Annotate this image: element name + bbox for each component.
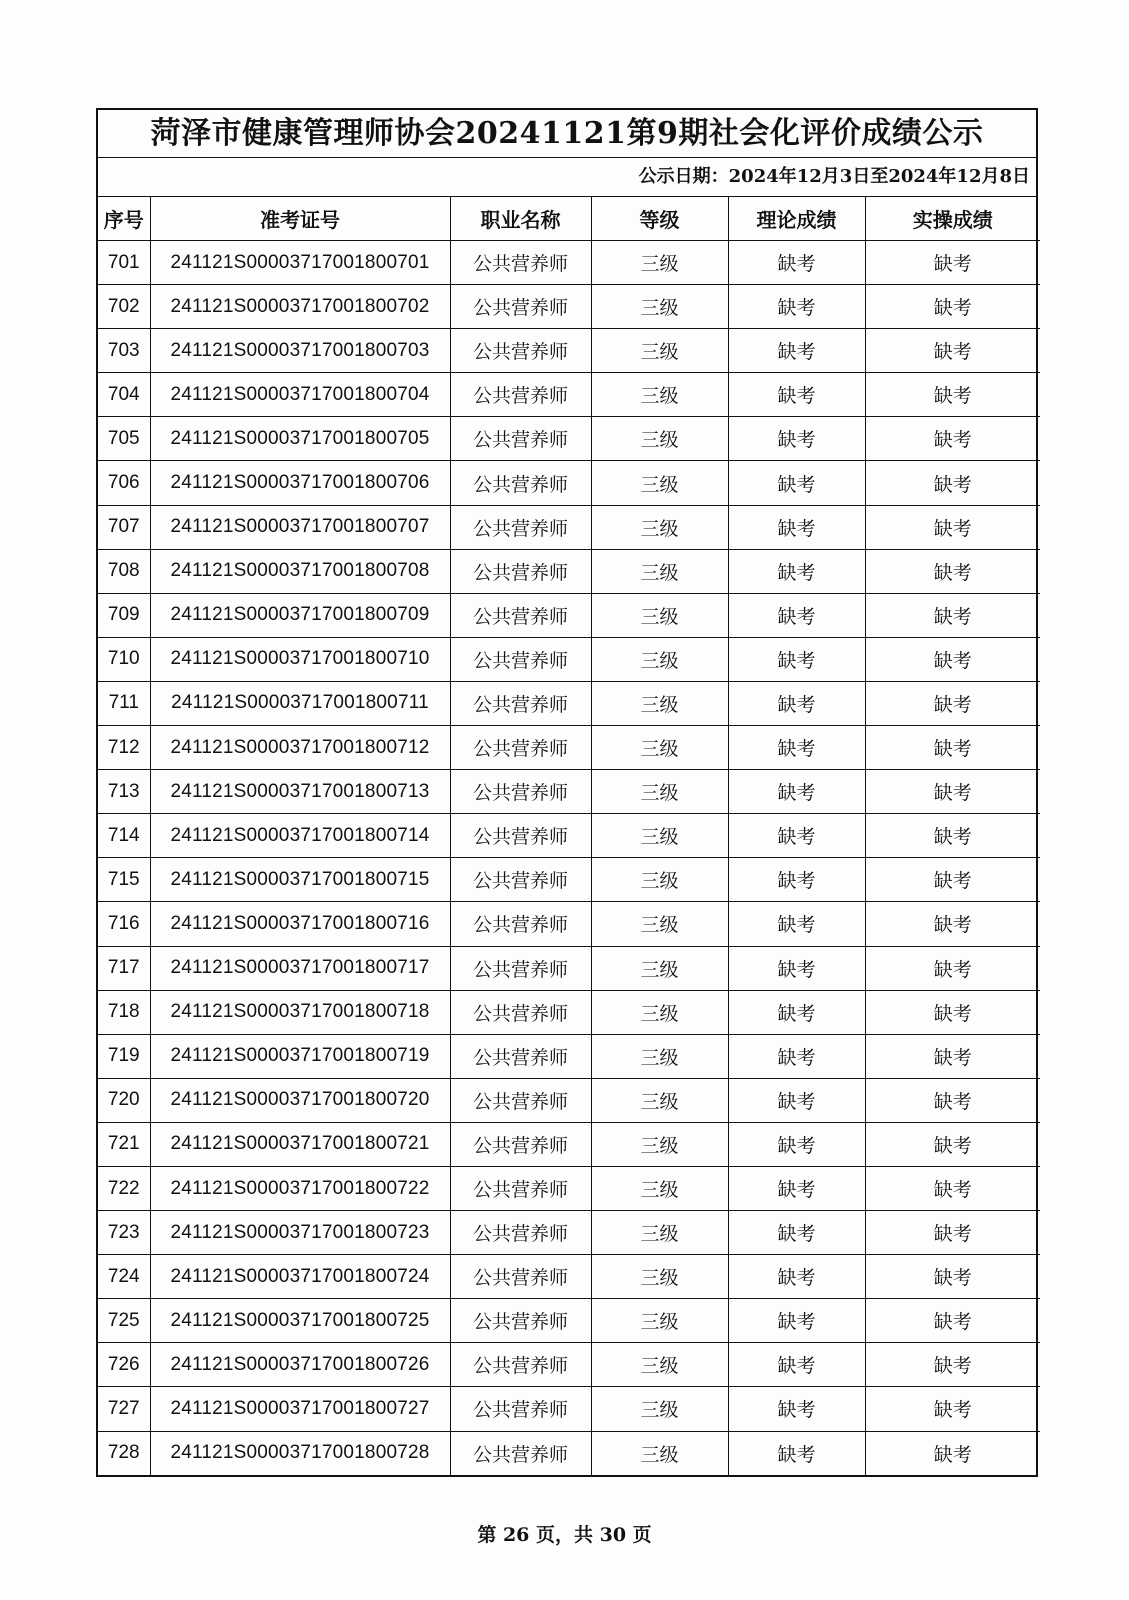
cell-exam-id: 241121S00003717001800728	[150, 1431, 450, 1475]
cell-practical-score: 缺考	[865, 814, 1040, 858]
header-theory-score: 理论成绩	[728, 197, 865, 241]
cell-theory-score: 缺考	[728, 1343, 865, 1387]
header-practical-score: 实操成绩	[865, 197, 1040, 241]
cell-level: 三级	[591, 329, 728, 373]
cell-seq: 717	[98, 946, 150, 990]
cell-exam-id: 241121S00003717001800713	[150, 770, 450, 814]
cell-seq: 727	[98, 1387, 150, 1431]
cell-occupation: 公共营养师	[450, 1211, 591, 1255]
cell-seq: 703	[98, 329, 150, 373]
cell-level: 三级	[591, 241, 728, 285]
cell-occupation: 公共营养师	[450, 1166, 591, 1210]
score-table	[98, 197, 1040, 1475]
cell-occupation: 公共营养师	[450, 505, 591, 549]
header-level: 等级	[591, 197, 728, 241]
table-row	[98, 1122, 1040, 1166]
cell-exam-id: 241121S00003717001800725	[150, 1299, 450, 1343]
cell-theory-score: 缺考	[728, 461, 865, 505]
cell-theory-score: 缺考	[728, 990, 865, 1034]
cell-occupation: 公共营养师	[450, 1255, 591, 1299]
cell-practical-score: 缺考	[865, 505, 1040, 549]
document-title: 菏泽市健康管理师协会20241121第9期社会化评价成绩公示	[98, 110, 1036, 158]
cell-level: 三级	[591, 417, 728, 461]
cell-level: 三级	[591, 726, 728, 770]
cell-exam-id: 241121S00003717001800717	[150, 946, 450, 990]
cell-exam-id: 241121S00003717001800715	[150, 858, 450, 902]
cell-occupation: 公共营养师	[450, 1122, 591, 1166]
cell-practical-score: 缺考	[865, 681, 1040, 725]
cell-theory-score: 缺考	[728, 637, 865, 681]
cell-occupation: 公共营养师	[450, 461, 591, 505]
header-exam-id: 准考证号	[150, 197, 450, 241]
cell-seq: 701	[98, 241, 150, 285]
cell-seq: 718	[98, 990, 150, 1034]
cell-level: 三级	[591, 1387, 728, 1431]
cell-level: 三级	[591, 814, 728, 858]
cell-theory-score: 缺考	[728, 373, 865, 417]
cell-occupation: 公共营养师	[450, 1387, 591, 1431]
cell-theory-score: 缺考	[728, 1387, 865, 1431]
cell-practical-score: 缺考	[865, 461, 1040, 505]
cell-occupation: 公共营养师	[450, 1299, 591, 1343]
cell-practical-score: 缺考	[865, 549, 1040, 593]
cell-theory-score: 缺考	[728, 329, 865, 373]
table-row	[98, 1034, 1040, 1078]
cell-occupation: 公共营养师	[450, 241, 591, 285]
cell-occupation: 公共营养师	[450, 946, 591, 990]
cell-level: 三级	[591, 1343, 728, 1387]
cell-theory-score: 缺考	[728, 946, 865, 990]
cell-seq: 710	[98, 637, 150, 681]
table-row	[98, 329, 1040, 373]
cell-level: 三级	[591, 285, 728, 329]
cell-exam-id: 241121S00003717001800707	[150, 505, 450, 549]
table-row	[98, 990, 1040, 1034]
table-row	[98, 549, 1040, 593]
cell-exam-id: 241121S00003717001800724	[150, 1255, 450, 1299]
table-row	[98, 1078, 1040, 1122]
cell-practical-score: 缺考	[865, 285, 1040, 329]
cell-theory-score: 缺考	[728, 681, 865, 725]
cell-level: 三级	[591, 770, 728, 814]
cell-occupation: 公共营养师	[450, 726, 591, 770]
cell-seq: 726	[98, 1343, 150, 1387]
cell-practical-score: 缺考	[865, 329, 1040, 373]
cell-seq: 728	[98, 1431, 150, 1475]
cell-exam-id: 241121S00003717001800706	[150, 461, 450, 505]
cell-occupation: 公共营养师	[450, 1078, 591, 1122]
table-row	[98, 505, 1040, 549]
cell-practical-score: 缺考	[865, 1299, 1040, 1343]
cell-practical-score: 缺考	[865, 1387, 1040, 1431]
cell-practical-score: 缺考	[865, 1255, 1040, 1299]
table-row	[98, 637, 1040, 681]
cell-exam-id: 241121S00003717001800710	[150, 637, 450, 681]
table-header-row	[98, 197, 1040, 241]
cell-theory-score: 缺考	[728, 1034, 865, 1078]
cell-level: 三级	[591, 461, 728, 505]
page-footer: 第 26 页，共 30 页	[477, 1524, 652, 1546]
cell-occupation: 公共营养师	[450, 858, 591, 902]
cell-occupation: 公共营养师	[450, 1431, 591, 1475]
cell-seq: 708	[98, 549, 150, 593]
cell-occupation: 公共营养师	[450, 637, 591, 681]
cell-exam-id: 241121S00003717001800712	[150, 726, 450, 770]
cell-seq: 720	[98, 1078, 150, 1122]
cell-theory-score: 缺考	[728, 858, 865, 902]
cell-occupation: 公共营养师	[450, 549, 591, 593]
table-row	[98, 373, 1040, 417]
table-row	[98, 858, 1040, 902]
publication-date: 公示日期：2024年12月3日至2024年12月8日	[98, 158, 1036, 197]
cell-exam-id: 241121S00003717001800711	[150, 681, 450, 725]
header-occupation: 职业名称	[450, 197, 591, 241]
cell-occupation: 公共营养师	[450, 1034, 591, 1078]
table-row	[98, 593, 1040, 637]
table-row	[98, 1166, 1040, 1210]
table-row	[98, 814, 1040, 858]
table-row	[98, 285, 1040, 329]
cell-theory-score: 缺考	[728, 241, 865, 285]
cell-occupation: 公共营养师	[450, 373, 591, 417]
cell-seq: 722	[98, 1166, 150, 1210]
table-row	[98, 902, 1040, 946]
score-sheet	[96, 108, 1038, 1477]
table-row	[98, 770, 1040, 814]
cell-level: 三级	[591, 1078, 728, 1122]
cell-occupation: 公共营养师	[450, 770, 591, 814]
cell-seq: 721	[98, 1122, 150, 1166]
cell-seq: 724	[98, 1255, 150, 1299]
cell-practical-score: 缺考	[865, 593, 1040, 637]
cell-level: 三级	[591, 505, 728, 549]
cell-exam-id: 241121S00003717001800722	[150, 1166, 450, 1210]
cell-practical-score: 缺考	[865, 1034, 1040, 1078]
cell-practical-score: 缺考	[865, 373, 1040, 417]
cell-exam-id: 241121S00003717001800726	[150, 1343, 450, 1387]
cell-practical-score: 缺考	[865, 770, 1040, 814]
cell-seq: 706	[98, 461, 150, 505]
cell-occupation: 公共营养师	[450, 814, 591, 858]
table-row	[98, 1255, 1040, 1299]
cell-seq: 723	[98, 1211, 150, 1255]
cell-seq: 715	[98, 858, 150, 902]
cell-seq: 705	[98, 417, 150, 461]
cell-level: 三级	[591, 1211, 728, 1255]
cell-exam-id: 241121S00003717001800702	[150, 285, 450, 329]
cell-occupation: 公共营养师	[450, 902, 591, 946]
cell-exam-id: 241121S00003717001800704	[150, 373, 450, 417]
cell-level: 三级	[591, 549, 728, 593]
cell-practical-score: 缺考	[865, 1166, 1040, 1210]
cell-occupation: 公共营养师	[450, 1343, 591, 1387]
cell-seq: 711	[98, 681, 150, 725]
cell-level: 三级	[591, 1166, 728, 1210]
cell-practical-score: 缺考	[865, 990, 1040, 1034]
cell-practical-score: 缺考	[865, 637, 1040, 681]
cell-exam-id: 241121S00003717001800701	[150, 241, 450, 285]
cell-exam-id: 241121S00003717001800714	[150, 814, 450, 858]
cell-exam-id: 241121S00003717001800705	[150, 417, 450, 461]
cell-practical-score: 缺考	[865, 241, 1040, 285]
table-row	[98, 1431, 1040, 1475]
table-row	[98, 1211, 1040, 1255]
table-row	[98, 681, 1040, 725]
table-row	[98, 417, 1040, 461]
cell-seq: 712	[98, 726, 150, 770]
cell-practical-score: 缺考	[865, 417, 1040, 461]
cell-practical-score: 缺考	[865, 1431, 1040, 1475]
cell-occupation: 公共营养师	[450, 990, 591, 1034]
cell-practical-score: 缺考	[865, 858, 1040, 902]
table-row	[98, 461, 1040, 505]
cell-seq: 707	[98, 505, 150, 549]
cell-exam-id: 241121S00003717001800719	[150, 1034, 450, 1078]
cell-practical-score: 缺考	[865, 1343, 1040, 1387]
cell-level: 三级	[591, 990, 728, 1034]
cell-theory-score: 缺考	[728, 770, 865, 814]
cell-exam-id: 241121S00003717001800703	[150, 329, 450, 373]
cell-theory-score: 缺考	[728, 1431, 865, 1475]
cell-level: 三级	[591, 681, 728, 725]
cell-level: 三级	[591, 1034, 728, 1078]
cell-theory-score: 缺考	[728, 902, 865, 946]
cell-theory-score: 缺考	[728, 1078, 865, 1122]
cell-exam-id: 241121S00003717001800716	[150, 902, 450, 946]
cell-occupation: 公共营养师	[450, 329, 591, 373]
cell-occupation: 公共营养师	[450, 681, 591, 725]
cell-theory-score: 缺考	[728, 549, 865, 593]
table-row	[98, 726, 1040, 770]
cell-level: 三级	[591, 1431, 728, 1475]
cell-theory-score: 缺考	[728, 1255, 865, 1299]
table-row	[98, 241, 1040, 285]
cell-level: 三级	[591, 1122, 728, 1166]
cell-level: 三级	[591, 946, 728, 990]
cell-exam-id: 241121S00003717001800721	[150, 1122, 450, 1166]
table-body	[98, 241, 1040, 1475]
cell-level: 三级	[591, 902, 728, 946]
header-seq: 序号	[98, 197, 150, 241]
cell-theory-score: 缺考	[728, 726, 865, 770]
table-row	[98, 946, 1040, 990]
cell-exam-id: 241121S00003717001800720	[150, 1078, 450, 1122]
cell-practical-score: 缺考	[865, 902, 1040, 946]
cell-exam-id: 241121S00003717001800709	[150, 593, 450, 637]
cell-practical-score: 缺考	[865, 1211, 1040, 1255]
cell-exam-id: 241121S00003717001800718	[150, 990, 450, 1034]
cell-level: 三级	[591, 1299, 728, 1343]
cell-theory-score: 缺考	[728, 285, 865, 329]
cell-occupation: 公共营养师	[450, 417, 591, 461]
cell-exam-id: 241121S00003717001800708	[150, 549, 450, 593]
cell-level: 三级	[591, 593, 728, 637]
cell-theory-score: 缺考	[728, 1122, 865, 1166]
table-row	[98, 1299, 1040, 1343]
table-row	[98, 1387, 1040, 1431]
cell-seq: 714	[98, 814, 150, 858]
cell-seq: 702	[98, 285, 150, 329]
cell-seq: 719	[98, 1034, 150, 1078]
cell-practical-score: 缺考	[865, 946, 1040, 990]
cell-theory-score: 缺考	[728, 505, 865, 549]
cell-level: 三级	[591, 373, 728, 417]
cell-practical-score: 缺考	[865, 1078, 1040, 1122]
cell-theory-score: 缺考	[728, 1166, 865, 1210]
table-row	[98, 1343, 1040, 1387]
cell-seq: 709	[98, 593, 150, 637]
cell-occupation: 公共营养师	[450, 593, 591, 637]
cell-seq: 713	[98, 770, 150, 814]
cell-level: 三级	[591, 1255, 728, 1299]
cell-occupation: 公共营养师	[450, 285, 591, 329]
cell-seq: 725	[98, 1299, 150, 1343]
cell-theory-score: 缺考	[728, 1211, 865, 1255]
cell-exam-id: 241121S00003717001800727	[150, 1387, 450, 1431]
cell-practical-score: 缺考	[865, 726, 1040, 770]
cell-theory-score: 缺考	[728, 593, 865, 637]
cell-level: 三级	[591, 637, 728, 681]
cell-theory-score: 缺考	[728, 814, 865, 858]
cell-exam-id: 241121S00003717001800723	[150, 1211, 450, 1255]
cell-seq: 716	[98, 902, 150, 946]
cell-seq: 704	[98, 373, 150, 417]
cell-practical-score: 缺考	[865, 1122, 1040, 1166]
cell-level: 三级	[591, 858, 728, 902]
cell-theory-score: 缺考	[728, 417, 865, 461]
cell-theory-score: 缺考	[728, 1299, 865, 1343]
